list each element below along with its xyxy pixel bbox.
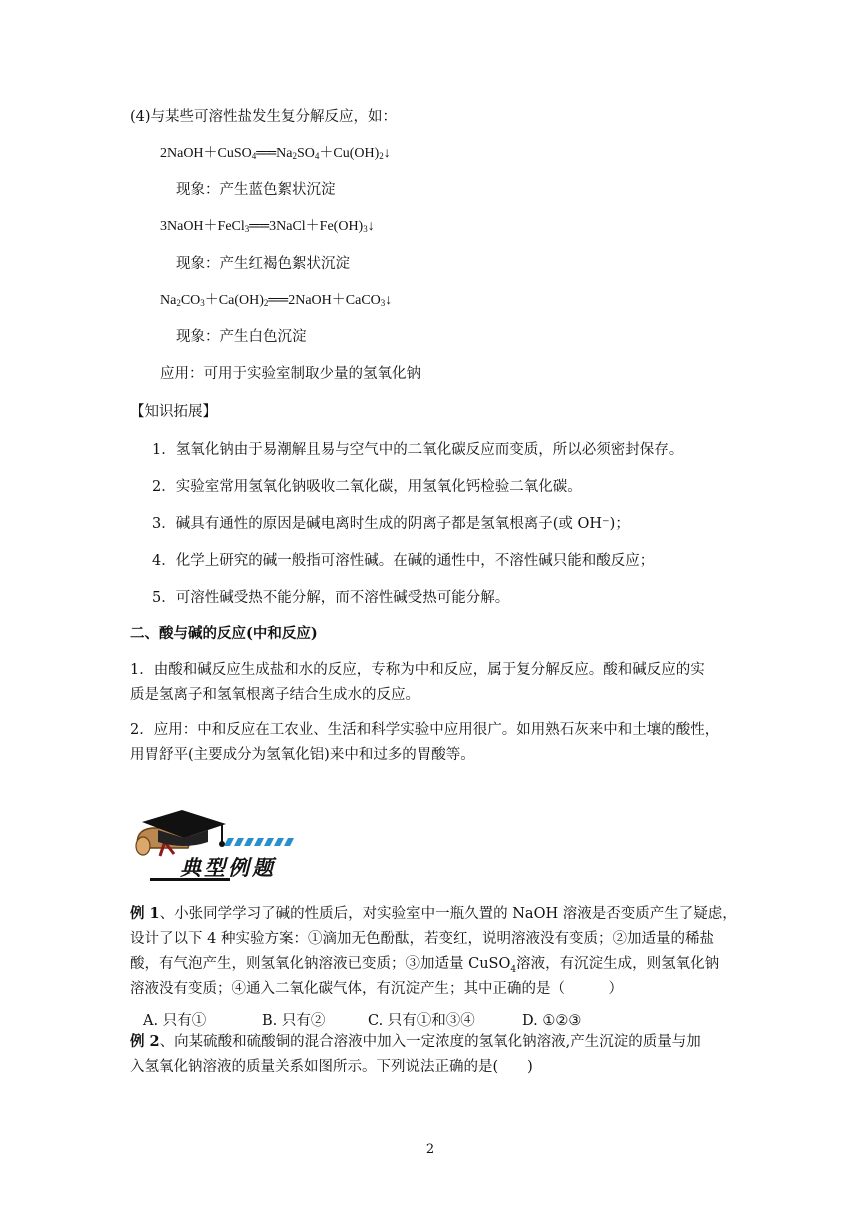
equation-1: $2NaOH+CuSO_4══Na_2SO_4+Cu(OH)_2↓$ (160, 146, 391, 161)
knowledge-item: 4．化学上研究的碱一般指可溶性碱。在碱的通性中，不溶性碱只能和酸反应； (152, 553, 655, 569)
knowledge-item: 3．碱具有通性的原因是碱电离时生成的阴离子都是氢氧根离子(或 OH⁻)； (152, 516, 630, 532)
option-c: C. 只有①和③④ (368, 1013, 475, 1029)
section-2-paragraph-2-line-1: 2．应用：中和反应在工农业、生活和科学实验中应用很广。如用熟石灰来中和土壤的酸性， (130, 722, 720, 738)
example-1-line-4: 溶液没有变质；④通入二氧化碳气体，有沉淀产生；其中正确的是（ ） (130, 981, 623, 997)
observation-3: 现象：产生白色沉淀 (176, 329, 307, 345)
section-2-heading: 二、酸与碱的反应(中和反应) (130, 625, 318, 642)
typical-examples-banner (130, 808, 310, 888)
page-number: 2 (425, 1142, 435, 1157)
observation-2: 现象：产生红褐色絮状沉淀 (176, 256, 350, 272)
item-4-text: (4)与某些可溶性盐发生复分解反应，如： (130, 109, 398, 125)
example-1-line-3: 酸，有气泡产生，则氢氧化钠溶液已变质；③加适量 CuSO$_4$溶液，有沉淀生成，则氢氧化钠 (130, 956, 720, 975)
example-2-line-2: 入氢氧化钠溶液的质量关系如图所示。下列说法正确的是( ) (130, 1059, 533, 1075)
banner-title: 典型例题 (180, 856, 276, 880)
section-2-paragraph-2-line-2: 用胃舒平(主要成分为氢氧化铝)来中和过多的胃酸等。 (130, 747, 475, 763)
equation-2: $3NaOH+FeCl_3══3NaCl+Fe(OH)_3↓$ (160, 219, 375, 234)
option-d: D. ①②③ (522, 1013, 582, 1029)
example-2-line-1: 例 2、向某硫酸和硫酸铜的混合溶液中加入一定浓度的氢氧化钠溶液,产生沉淀的质量与加 (130, 1033, 701, 1050)
equation-3: $Na_2CO_3+Ca(OH)_2══2NaOH+CaCO_3↓$ (160, 293, 393, 308)
observation-1: 现象：产生蓝色絮状沉淀 (176, 182, 336, 198)
section-2-paragraph-1-line-1: 1．由酸和碱反应生成盐和水的反应，专称为中和反应，属于复分解反应。酸和碱反应的实 (130, 662, 705, 678)
application-text: 应用：可用于实验室制取少量的氢氧化钠 (160, 366, 421, 382)
knowledge-item: 5．可溶性碱受热不能分解，而不溶性碱受热可能分解。 (152, 590, 510, 606)
section-2-paragraph-1-line-2: 质是氢离子和氢氧根离子结合生成水的反应。 (130, 687, 420, 703)
knowledge-heading: 【知识拓展】 (130, 404, 217, 420)
knowledge-item: 2．实验室常用氢氧化钠吸收二氧化碳，用氢氧化钙检验二氧化碳。 (152, 479, 582, 495)
option-a: A. 只有① (143, 1013, 207, 1029)
example-1-line-2: 设计了以下 4 种实验方案：①滴加无色酚酞，若变红，说明溶液没有变质；②加适量的稀盐 (130, 931, 714, 947)
knowledge-item: 1．氢氧化钠由于易潮解且易与空气中的二氧化碳反应而变质，所以必须密封保存。 (152, 442, 684, 458)
option-b: B. 只有② (262, 1013, 326, 1029)
example-1-line-1: 例 1、小张同学学习了碱的性质后，对实验室中一瓶久置的 NaOH 溶液是否变质产生了疑虑， (130, 905, 737, 922)
